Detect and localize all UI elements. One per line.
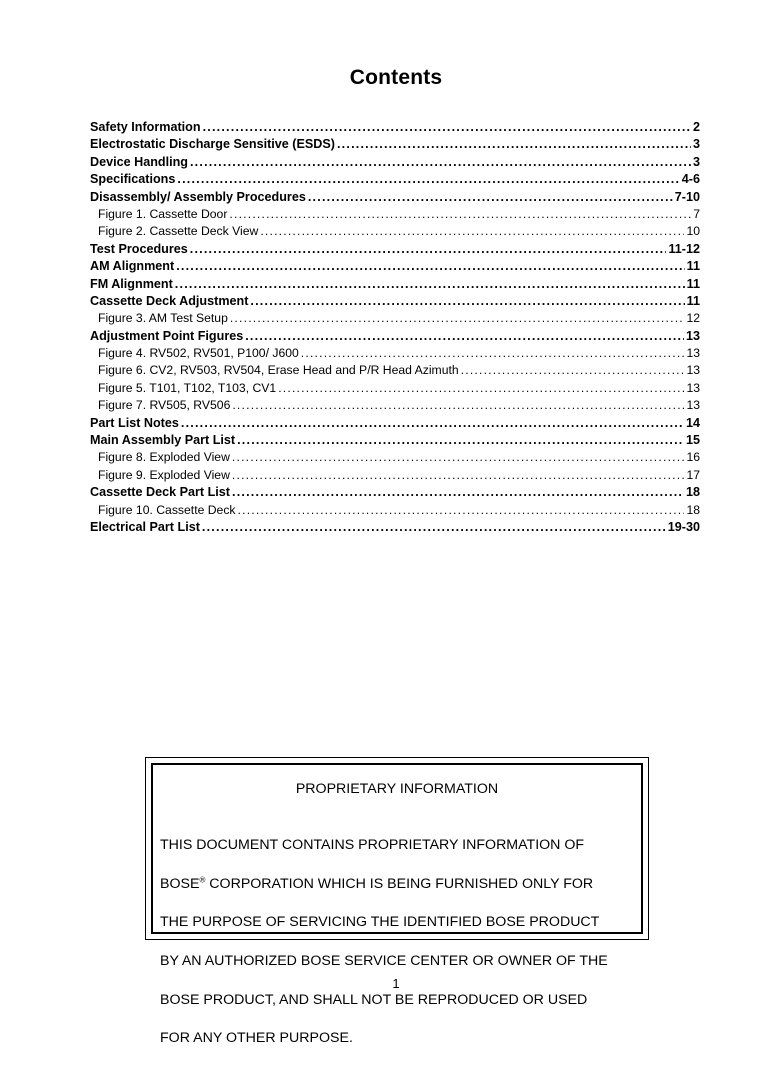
- proprietary-notice-heading: PROPRIETARY INFORMATION: [295, 781, 499, 797]
- toc-entry-label: Electrical Part List: [90, 519, 200, 534]
- toc-entry: [90, 119, 700, 136]
- toc-dot-leader: [245, 328, 684, 345]
- toc-entry-page: 13: [686, 363, 700, 378]
- toc-entry-label: Cassette Deck Part List: [90, 485, 230, 500]
- notice-line: THIS DOCUMENT CONTAINS PROPRIETARY INFORMATION OF: [160, 837, 585, 854]
- toc-entry-page: 10: [686, 224, 700, 239]
- toc-entry-label: Figure 1. Cassette Door: [98, 206, 228, 221]
- toc-subentry: [90, 345, 700, 362]
- table-of-contents: [90, 119, 700, 536]
- toc-entry: [90, 258, 700, 275]
- toc-entry-label: Figure 3. AM Test Setup: [98, 311, 228, 326]
- toc-entry-label: Figure 7. RV505, RV506: [98, 398, 231, 413]
- notice-line: [160, 875, 637, 894]
- toc-dot-leader: [229, 206, 691, 223]
- toc-entry-page: 15: [685, 433, 700, 448]
- toc-entry-page: 13: [686, 380, 700, 395]
- toc-dot-leader: [177, 171, 679, 188]
- toc-entry-label: Figure 5. T101, T102, T103, CV1: [98, 380, 277, 395]
- toc-entry-page: 7-10: [674, 189, 700, 204]
- toc-entry-page: 14: [685, 415, 700, 430]
- toc-dot-leader: [238, 502, 685, 519]
- toc-entry-page: 4-6: [681, 172, 700, 187]
- toc-subentry: [90, 310, 700, 327]
- toc-entry-label: Adjustment Point Figures: [90, 328, 244, 343]
- toc-dot-leader: [250, 293, 684, 310]
- toc-dot-leader: [232, 484, 684, 501]
- toc-entry: [90, 484, 700, 501]
- toc-entry: [90, 241, 700, 258]
- toc-entry-page: 11: [686, 259, 700, 274]
- toc-dot-leader: [230, 310, 685, 327]
- toc-entry: [90, 519, 700, 536]
- toc-entry-page: 7: [693, 206, 700, 221]
- toc-subentry: [90, 362, 700, 379]
- toc-entry-page: 11-12: [668, 241, 700, 256]
- toc-subentry: [90, 449, 700, 466]
- toc-dot-leader: [301, 345, 685, 362]
- toc-dot-leader: [232, 467, 685, 484]
- toc-subentry: [90, 397, 700, 414]
- toc-entry: [90, 136, 700, 153]
- toc-dot-leader: [260, 223, 684, 240]
- toc-dot-leader: [190, 154, 691, 171]
- toc-dot-leader: [202, 519, 666, 536]
- toc-dot-leader: [176, 258, 684, 275]
- toc-entry-label: Device Handling: [90, 154, 188, 169]
- notice-brand: BOSE: [160, 875, 200, 892]
- toc-dot-leader: [337, 136, 691, 153]
- toc-entry-label: Specifications: [90, 172, 176, 187]
- toc-entry-page: 17: [686, 467, 700, 482]
- toc-entry-page: 13: [686, 398, 700, 413]
- toc-entry-label: Figure 8. Exploded View: [98, 450, 230, 465]
- toc-dot-leader: [278, 380, 684, 397]
- toc-dot-leader: [175, 276, 685, 293]
- toc-entry-page: 16: [686, 450, 700, 465]
- toc-entry: [90, 276, 700, 293]
- toc-entry-page: 3: [692, 137, 700, 152]
- notice-line: FOR ANY OTHER PURPOSE.: [160, 1030, 353, 1047]
- proprietary-notice-body: [160, 817, 637, 1068]
- toc-dot-leader: [232, 449, 685, 466]
- toc-entry-page: 3: [692, 154, 700, 169]
- toc-entry: [90, 432, 700, 449]
- toc-entry: [90, 189, 700, 206]
- toc-entry: [90, 154, 700, 171]
- toc-entry: [90, 415, 700, 432]
- toc-subentry: [90, 223, 700, 240]
- toc-entry: [90, 328, 700, 345]
- toc-entry-page: 11: [686, 276, 700, 291]
- toc-entry-label: AM Alignment: [90, 259, 175, 274]
- toc-entry-label: Figure 6. CV2, RV503, RV504, Erase Head and P/R Head Azimuth: [98, 363, 459, 378]
- toc-entry-label: Part List Notes: [90, 415, 179, 430]
- toc-entry-label: Test Procedures: [90, 241, 188, 256]
- toc-dot-leader: [461, 362, 685, 379]
- toc-dot-leader: [203, 119, 691, 136]
- toc-entry-label: Figure 4. RV502, RV501, P100/ J600: [98, 346, 299, 361]
- toc-entry-label: Electrostatic Discharge Sensitive (ESDS): [90, 137, 335, 152]
- toc-entry-label: Figure 10. Cassette Deck: [98, 502, 236, 517]
- toc-entry-page: 18: [686, 502, 700, 517]
- toc-entry-label: Cassette Deck Adjustment: [90, 293, 249, 308]
- toc-subentry: [90, 467, 700, 484]
- toc-subentry: [90, 206, 700, 223]
- toc-entry-label: Safety Information: [90, 120, 201, 134]
- toc-subentry: [90, 502, 700, 519]
- toc-entry-page: 2: [692, 120, 700, 134]
- toc-entry-page: 11: [686, 293, 700, 308]
- page-title: Contents: [349, 66, 443, 89]
- page-number: 1: [392, 976, 400, 991]
- toc-entry-page: 18: [685, 485, 700, 500]
- toc-dot-leader: [190, 241, 667, 258]
- toc-entry-page: 13: [685, 328, 700, 343]
- proprietary-notice-inner-border: [151, 763, 643, 1047]
- notice-line: BOSE PRODUCT, AND SHALL NOT BE REPRODUCED OR USED: [160, 991, 588, 1008]
- toc-entry-label: Figure 9. Exploded View: [98, 467, 230, 482]
- toc-dot-leader: [308, 189, 673, 206]
- toc-dot-leader: [232, 397, 684, 414]
- toc-entry-label: Main Assembly Part List: [90, 433, 236, 448]
- toc-entry-page: 13: [686, 346, 700, 361]
- toc-dot-leader: [237, 432, 684, 449]
- toc-entry: [90, 293, 700, 310]
- notice-line-rest: CORPORATION WHICH IS BEING FURNISHED ONLY FOR: [205, 875, 594, 892]
- notice-line: BY AN AUTHORIZED BOSE SERVICE CENTER OR OWNER OF THE: [160, 953, 608, 970]
- toc-entry-page: 19-30: [667, 519, 700, 534]
- toc-entry-label: Figure 2. Cassette Deck View: [98, 224, 259, 239]
- toc-entry-page: 12: [686, 311, 700, 326]
- toc-entry: [90, 171, 700, 188]
- toc-entry-label: FM Alignment: [90, 276, 173, 291]
- proprietary-notice-box: [145, 757, 649, 1047]
- notice-line: THE PURPOSE OF SERVICING THE IDENTIFIED BOSE PRODUCT: [160, 914, 600, 931]
- toc-subentry: [90, 380, 700, 397]
- registered-mark: ®: [199, 875, 206, 885]
- toc-entry-label: Disassembly/ Assembly Procedures: [90, 189, 306, 204]
- toc-dot-leader: [181, 415, 684, 432]
